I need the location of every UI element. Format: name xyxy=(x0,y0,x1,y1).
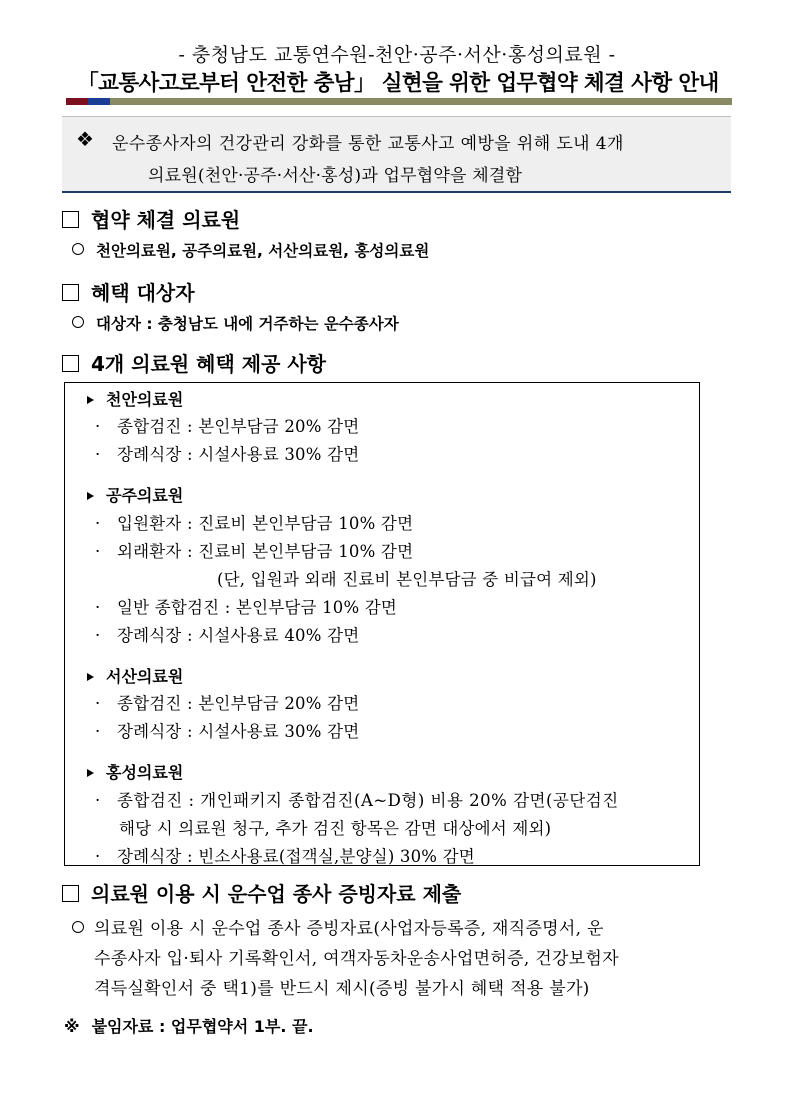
hospitals-item-text: 천안의료원, 공주의료원, 서산의료원, 홍성의료원 xyxy=(96,242,430,260)
document-subtitle: - 충청남도 교통연수원-천안·공주·서산·홍성의료원 - xyxy=(178,44,616,66)
title-bar-red-segment xyxy=(66,98,88,105)
checkbox-square-icon xyxy=(62,211,79,228)
benefits-box xyxy=(64,382,700,866)
hospital-name-seosan xyxy=(87,664,183,687)
hospital-name-text: 홍성의료원 xyxy=(106,763,184,782)
proof-line: 격득실확인서 중 택1)를 반드시 제시(증빙 불가시 혜택 적용 불가) xyxy=(94,979,590,999)
benefit-line: · 종합검진 : 개인패키지 종합검진(A~D형) 비용 20% 감면(공단검진 xyxy=(95,791,619,810)
section-heading-proof xyxy=(62,878,461,907)
hospital-name-gongju xyxy=(87,483,183,506)
benefit-line: · 입원환자 : 진료비 본인부담금 10% 감면 xyxy=(95,514,414,533)
benefit-line: · 종합검진 : 본인부담금 20% 감면 xyxy=(95,694,360,713)
section-heading-text: 혜택 대상자 xyxy=(91,281,195,305)
hospital-name-text: 공주의료원 xyxy=(106,486,184,505)
section-heading-text: 의료원 이용 시 운수업 종사 증빙자료 제출 xyxy=(91,882,462,906)
benefit-text: 입원환자 : 진료비 본인부담금 10% 감면 xyxy=(117,514,414,533)
benefit-line: · 장례식장 : 시설사용료 30% 감면 xyxy=(95,722,360,741)
benefit-note: (단, 입원과 외래 진료비 본인부담금 중 비급여 제외) xyxy=(217,570,597,589)
hospital-name-cheonan xyxy=(87,387,183,410)
checkbox-square-icon xyxy=(62,885,79,902)
section-heading-text: 협약 체결 의료원 xyxy=(91,208,241,232)
benefit-text: 종합검진 : 개인패키지 종합검진(A~D형) 비용 20% 감면(공단검진 xyxy=(117,791,619,810)
circle-bullet-icon xyxy=(72,316,84,328)
summary-line: 운수종사자의 건강관리 강화를 통한 교통사고 예방을 위해 도내 4개 xyxy=(112,134,624,154)
benefit-line: · 외래환자 : 진료비 본인부담금 10% 감면 xyxy=(95,542,414,561)
section-heading-text: 4개 의료원 혜택 제공 사항 xyxy=(91,352,326,376)
benefit-line: · 장례식장 : 시설사용료 30% 감면 xyxy=(95,445,360,464)
summary-line: 의료원(천안·공주·서산·홍성)과 업무협약을 체결함 xyxy=(148,166,523,186)
benefit-text: 장례식장 : 시설사용료 30% 감면 xyxy=(117,445,360,464)
benefit-text: 종합검진 : 본인부담금 20% 감면 xyxy=(117,417,360,436)
hospital-name-text: 서산의료원 xyxy=(106,667,184,686)
checkbox-square-icon xyxy=(62,284,79,301)
triangle-bullet-icon xyxy=(87,396,94,404)
benefit-line-continuation: 해당 시 의료원 청구, 추가 검진 항목은 감면 대상에서 제외) xyxy=(119,819,552,838)
target-item xyxy=(72,312,399,334)
benefit-text: 외래환자 : 진료비 본인부담금 10% 감면 xyxy=(117,542,414,561)
benefit-line: · 장례식장 : 시설사용료 40% 감면 xyxy=(95,626,360,645)
triangle-bullet-icon xyxy=(87,673,94,681)
section-heading-target xyxy=(62,277,195,306)
benefit-text: 장례식장 : 빈소사용료(접객실,분양실) 30% 감면 xyxy=(117,847,475,866)
reference-mark-icon: ※ xyxy=(64,1017,80,1036)
proof-line xyxy=(72,914,604,939)
proof-text: 의료원 이용 시 운수업 종사 증빙자료(사업자등록증, 재직증명서, 운 xyxy=(94,919,604,939)
attachment-text: 붙임자료 : 업무협약서 1부. 끝. xyxy=(91,1017,314,1036)
document-title: 「교통사고로부터 안전한 충남」 실현을 위한 업무협약 체결 사항 안내 xyxy=(77,71,719,96)
title-bar-olive-segment xyxy=(110,98,732,105)
title-bar-blue-segment xyxy=(88,98,110,105)
diamond-bullet-icon: ❖ xyxy=(76,127,94,151)
triangle-bullet-icon xyxy=(87,492,94,500)
attachment-note xyxy=(64,1014,314,1037)
hospital-name-hongseong xyxy=(87,760,183,783)
benefit-line: · 종합검진 : 본인부담금 20% 감면 xyxy=(95,417,360,436)
circle-bullet-icon xyxy=(72,243,84,255)
hospitals-item xyxy=(72,239,429,261)
title-underline-bar xyxy=(66,98,732,105)
target-item-text: 대상자 : 충청남도 내에 거주하는 운수종사자 xyxy=(96,315,399,333)
summary-box xyxy=(62,116,731,193)
benefit-text: 장례식장 : 시설사용료 40% 감면 xyxy=(117,626,360,645)
benefit-line: · 장례식장 : 빈소사용료(접객실,분양실) 30% 감면 xyxy=(95,847,475,866)
section-heading-hospitals xyxy=(62,204,240,233)
benefit-text: 일반 종합검진 : 본인부담금 10% 감면 xyxy=(117,598,398,617)
benefit-text: 종합검진 : 본인부담금 20% 감면 xyxy=(117,694,360,713)
checkbox-square-icon xyxy=(62,355,79,372)
hospital-name-text: 천안의료원 xyxy=(106,390,184,409)
benefit-text: 장례식장 : 시설사용료 30% 감면 xyxy=(117,722,360,741)
proof-line: 수종사자 입·퇴사 기록확인서, 여객자동차운송사업면허증, 건강보험자 xyxy=(94,949,619,969)
circle-bullet-icon xyxy=(72,921,84,933)
benefit-line: · 일반 종합검진 : 본인부담금 10% 감면 xyxy=(95,598,398,617)
section-heading-benefits xyxy=(62,348,326,377)
triangle-bullet-icon xyxy=(87,769,94,777)
